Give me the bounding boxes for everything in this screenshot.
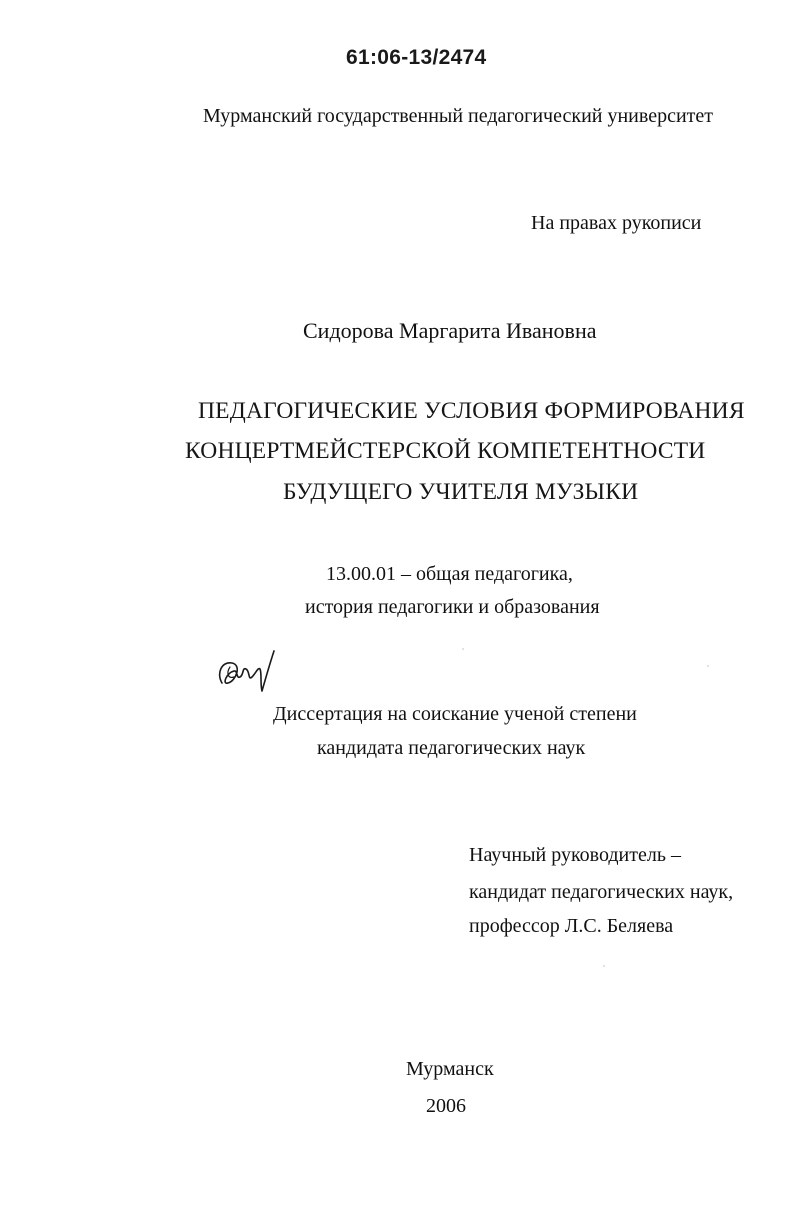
year: 2006: [426, 1095, 466, 1117]
supervisor-line-3: профессор Л.С. Беляева: [469, 915, 674, 937]
title-line-3: БУДУЩЕГО УЧИТЕЛЯ МУЗЫКИ: [283, 479, 639, 505]
author-name: Сидорова Маргарита Ивановна: [303, 318, 597, 343]
specialty-line-2: история педагогики и образования: [305, 596, 600, 618]
scan-speck: [707, 665, 709, 667]
scan-speck: [462, 648, 464, 650]
supervisor-line-2: кандидат педагогических наук,: [469, 881, 734, 903]
title-line-1: ПЕДАГОГИЧЕСКИЕ УСЛОВИЯ ФОРМИРОВАНИЯ: [198, 398, 745, 424]
scan-speck: [603, 965, 605, 967]
handwritten-signature: [214, 643, 284, 703]
city: Мурманск: [406, 1058, 494, 1080]
manuscript-rights-note: На правах рукописи: [531, 212, 702, 234]
archive-stamp-number: 61:06-13/2474: [346, 46, 487, 69]
university-name: Мурманский государственный педагогический университет: [203, 105, 714, 127]
supervisor-line-1: Научный руководитель –: [469, 844, 681, 866]
degree-line-1: Диссертация на соискание ученой степени: [273, 703, 637, 725]
degree-line-2: кандидата педагогических наук: [317, 737, 586, 759]
specialty-line-1: 13.00.01 – общая педагогика,: [326, 563, 573, 585]
title-line-2: КОНЦЕРТМЕЙСТЕРСКОЙ КОМПЕТЕНТНОСТИ: [185, 438, 706, 464]
